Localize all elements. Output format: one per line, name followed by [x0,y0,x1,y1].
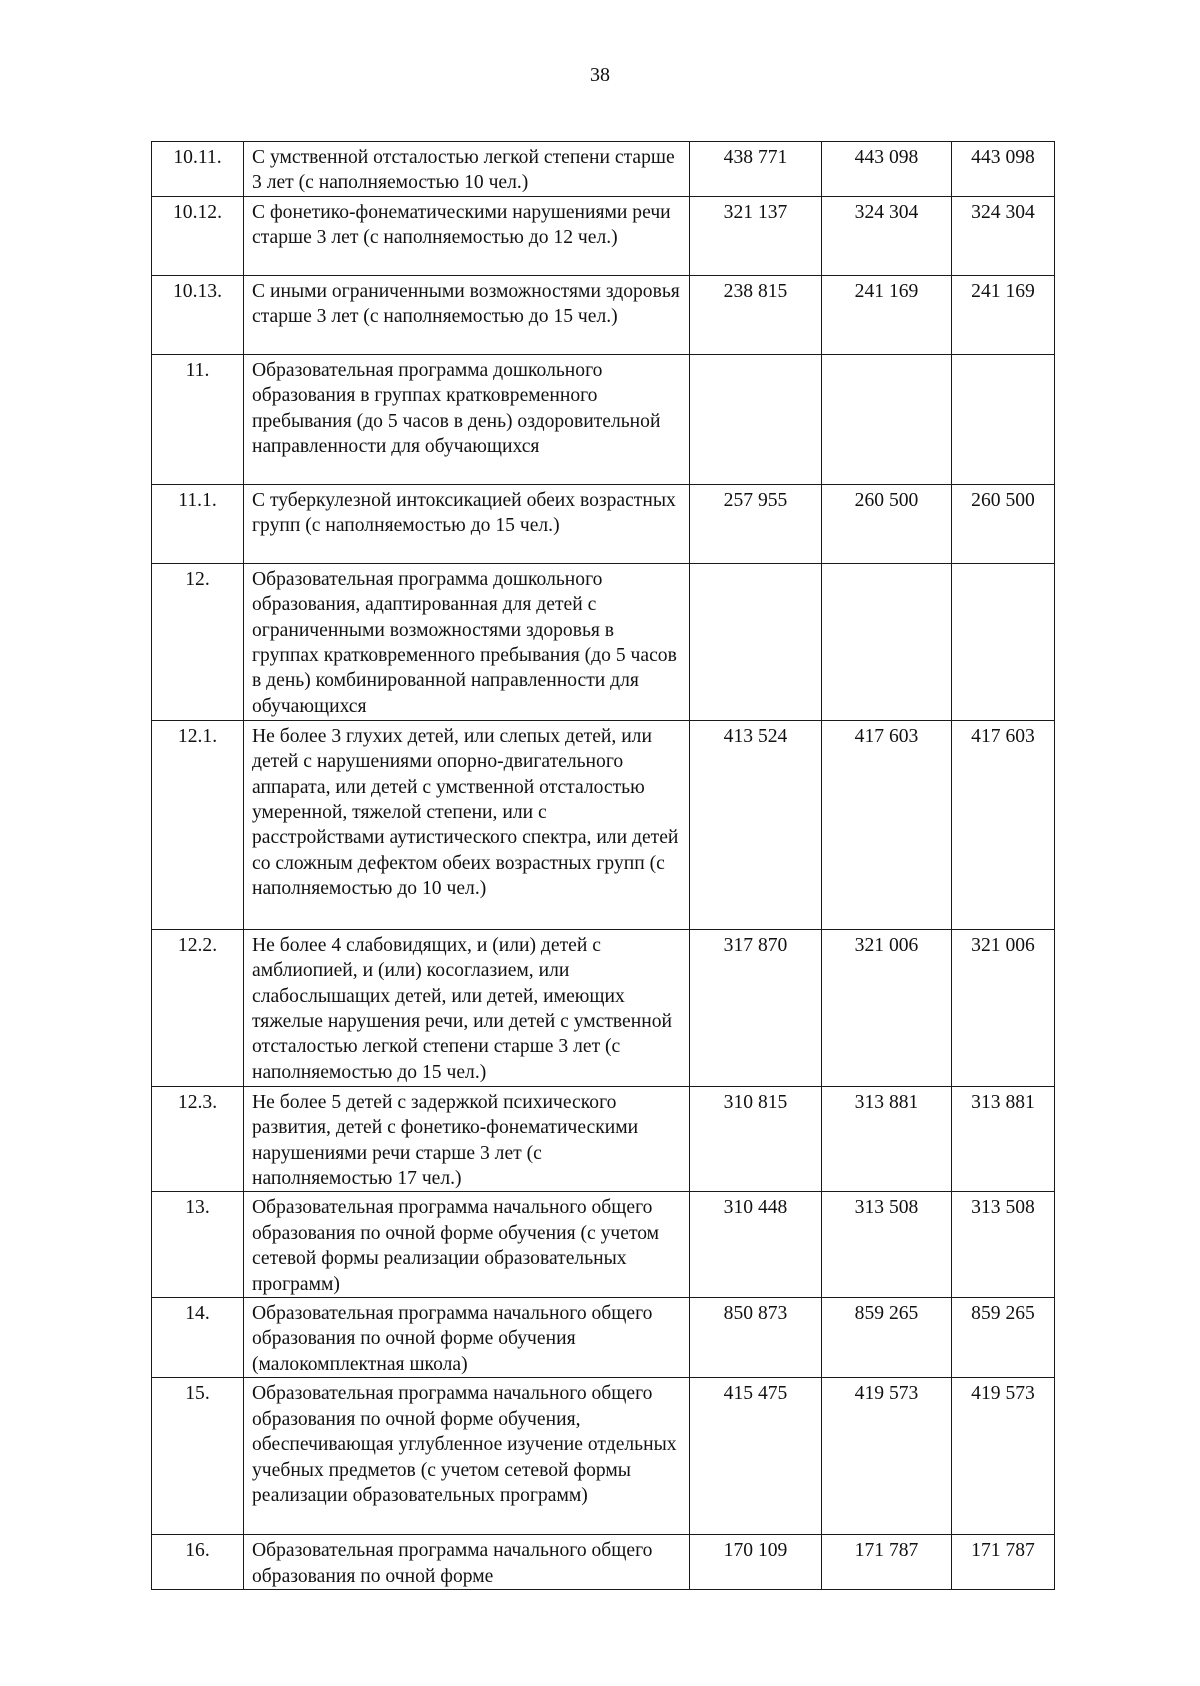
row-value-2: 324 304 [822,196,952,275]
table-row [152,563,1055,720]
row-value-3 [952,563,1055,720]
row-value-3: 313 508 [952,1192,1055,1298]
row-value-2: 859 265 [822,1298,952,1378]
row-value-2: 313 881 [822,1086,952,1192]
row-description: С туберкулезной интоксикацией обеих возрастных групп (с наполняемостью до 15 чел.) [244,484,690,563]
page-number: 38 [590,64,610,86]
row-value-2: 260 500 [822,484,952,563]
row-number: 12. [152,563,244,720]
row-number: 15. [152,1378,244,1535]
row-value-1: 310 815 [690,1086,822,1192]
row-description: Не более 4 слабовидящих, и (или) детей с амблиопией, и (или) косоглазием, или слабослышащих детей, или детей, имеющих тяжелые нарушения речи, или детей с умственной отсталостью легкой степени старше 3 лет (с наполняемостью до 15 чел.) [244,929,690,1086]
row-value-1: 238 815 [690,275,822,354]
row-value-1 [690,563,822,720]
row-number: 13. [152,1192,244,1298]
row-value-1: 310 448 [690,1192,822,1298]
row-value-2 [822,354,952,484]
row-description: Не более 3 глухих детей, или слепых детей, или детей с нарушениями опорно-двигательного аппарата, или детей с умственной отсталостью умеренной, тяжелой степени, или с расстройствами аутистического спектра, или детей со сложным дефектом обеих возрастных групп (с наполняемостью до 10 чел.) [244,720,690,929]
table-row [152,484,1055,563]
row-description: Не более 5 детей с задержкой психического развития, детей с фонетико-фонематическими нарушениями речи старше 3 лет (с наполняемостью 17 чел.) [244,1086,690,1192]
row-value-1: 415 475 [690,1378,822,1535]
row-description: Образовательная программа дошкольного образования, адаптированная для детей с ограниченными возможностями здоровья в группах кратковременного пребывания (до 5 часов в день) комбинированной направленности для обучающихся [244,563,690,720]
row-number: 11. [152,354,244,484]
row-number: 11.1. [152,484,244,563]
table-row [152,1298,1055,1378]
row-number: 16. [152,1535,244,1590]
row-value-3: 417 603 [952,720,1055,929]
row-value-2: 419 573 [822,1378,952,1535]
row-number: 14. [152,1298,244,1378]
table-row [152,1086,1055,1192]
row-number: 10.11. [152,142,244,197]
row-description: С фонетико-фонематическими нарушениями речи старше 3 лет (с наполняемостью до 12 чел.) [244,196,690,275]
row-value-2: 417 603 [822,720,952,929]
row-value-1: 438 771 [690,142,822,197]
row-value-1 [690,354,822,484]
row-value-3: 859 265 [952,1298,1055,1378]
row-description: Образовательная программа дошкольного образования в группах кратковременного пребывания (до 5 часов в день) оздоровительной направленности для обучающихся [244,354,690,484]
row-value-1: 317 870 [690,929,822,1086]
row-value-3: 443 098 [952,142,1055,197]
table-row [152,1535,1055,1590]
row-number: 10.13. [152,275,244,354]
row-number: 12.2. [152,929,244,1086]
table-row [152,720,1055,929]
row-value-3: 324 304 [952,196,1055,275]
row-number: 10.12. [152,196,244,275]
table-row [152,142,1055,197]
row-value-1: 850 873 [690,1298,822,1378]
row-value-1: 170 109 [690,1535,822,1590]
row-value-3: 171 787 [952,1535,1055,1590]
row-value-2: 443 098 [822,142,952,197]
row-value-1: 257 955 [690,484,822,563]
row-description: С умственной отсталостью легкой степени старше 3 лет (с наполняемостью 10 чел.) [244,142,690,197]
row-value-3: 313 881 [952,1086,1055,1192]
row-description: Образовательная программа начального общего образования по очной форме обучения (с учетом сетевой формы реализации образовательных программ) [244,1192,690,1298]
tariff-table [151,141,1055,1590]
row-description: Образовательная программа начального общего образования по очной форме обучения (малокомплектная школа) [244,1298,690,1378]
row-value-3: 260 500 [952,484,1055,563]
row-value-2: 241 169 [822,275,952,354]
row-description: С иными ограниченными возможностями здоровья старше 3 лет (с наполняемостью до 15 чел.) [244,275,690,354]
row-value-3: 419 573 [952,1378,1055,1535]
table-row [152,275,1055,354]
row-number: 12.1. [152,720,244,929]
row-value-3: 241 169 [952,275,1055,354]
table-row [152,929,1055,1086]
row-value-1: 321 137 [690,196,822,275]
row-description: Образовательная программа начального общего образования по очной форме обучения, обеспечивающая углубленное изучение отдельных учебных предметов (с учетом сетевой формы реализации образовательных программ) [244,1378,690,1535]
row-value-3: 321 006 [952,929,1055,1086]
table-row [152,1378,1055,1535]
row-value-3 [952,354,1055,484]
row-value-1: 413 524 [690,720,822,929]
table-row [152,196,1055,275]
table-row [152,354,1055,484]
row-value-2: 321 006 [822,929,952,1086]
row-value-2: 171 787 [822,1535,952,1590]
table-row [152,1192,1055,1298]
row-description: Образовательная программа начального общего образования по очной форме [244,1535,690,1590]
row-value-2: 313 508 [822,1192,952,1298]
row-number: 12.3. [152,1086,244,1192]
row-value-2 [822,563,952,720]
